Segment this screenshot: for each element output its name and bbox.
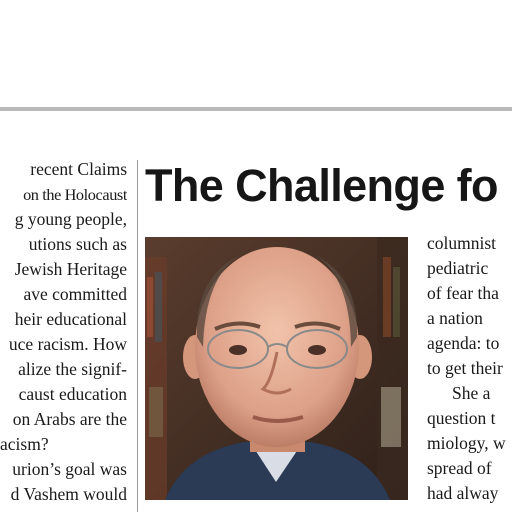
left-line: Jewish Heritage	[14, 259, 127, 279]
right-line: had alway	[427, 483, 499, 503]
left-line: on Arabs are the	[12, 409, 127, 429]
left-line: recent Claims	[30, 159, 127, 179]
article-headline: The Challenge fo	[145, 160, 498, 211]
right-line: pediatric	[427, 258, 489, 278]
right-line: question t	[427, 408, 496, 428]
right-line: of fear tha	[427, 283, 499, 303]
right-text-column	[427, 231, 512, 512]
right-line: columnist	[427, 233, 497, 253]
right-line: spread of	[427, 458, 492, 478]
left-line: uce racism. How	[8, 334, 127, 354]
left-line: heir educational	[14, 309, 127, 329]
left-line: caust education	[18, 384, 127, 404]
right-line: a nation	[427, 308, 483, 328]
author-photo	[145, 237, 408, 500]
right-line: to get their	[427, 358, 503, 378]
left-text-column	[0, 157, 127, 512]
left-line: acism?	[0, 434, 49, 454]
right-line: miology, w	[427, 433, 506, 453]
column-divider	[137, 160, 138, 512]
right-line: agenda: to	[427, 333, 500, 353]
left-line: utions such as	[28, 234, 127, 254]
left-line: g young people,	[14, 209, 127, 229]
left-line: ave committed	[23, 284, 127, 304]
left-line: d Vashem would	[10, 484, 127, 504]
left-line: on the Holocaust	[23, 185, 127, 204]
left-line: alize the signif-	[18, 359, 127, 379]
right-line: She a	[452, 383, 491, 403]
top-rule	[0, 107, 512, 111]
left-line: urion’s goal was	[12, 459, 127, 479]
